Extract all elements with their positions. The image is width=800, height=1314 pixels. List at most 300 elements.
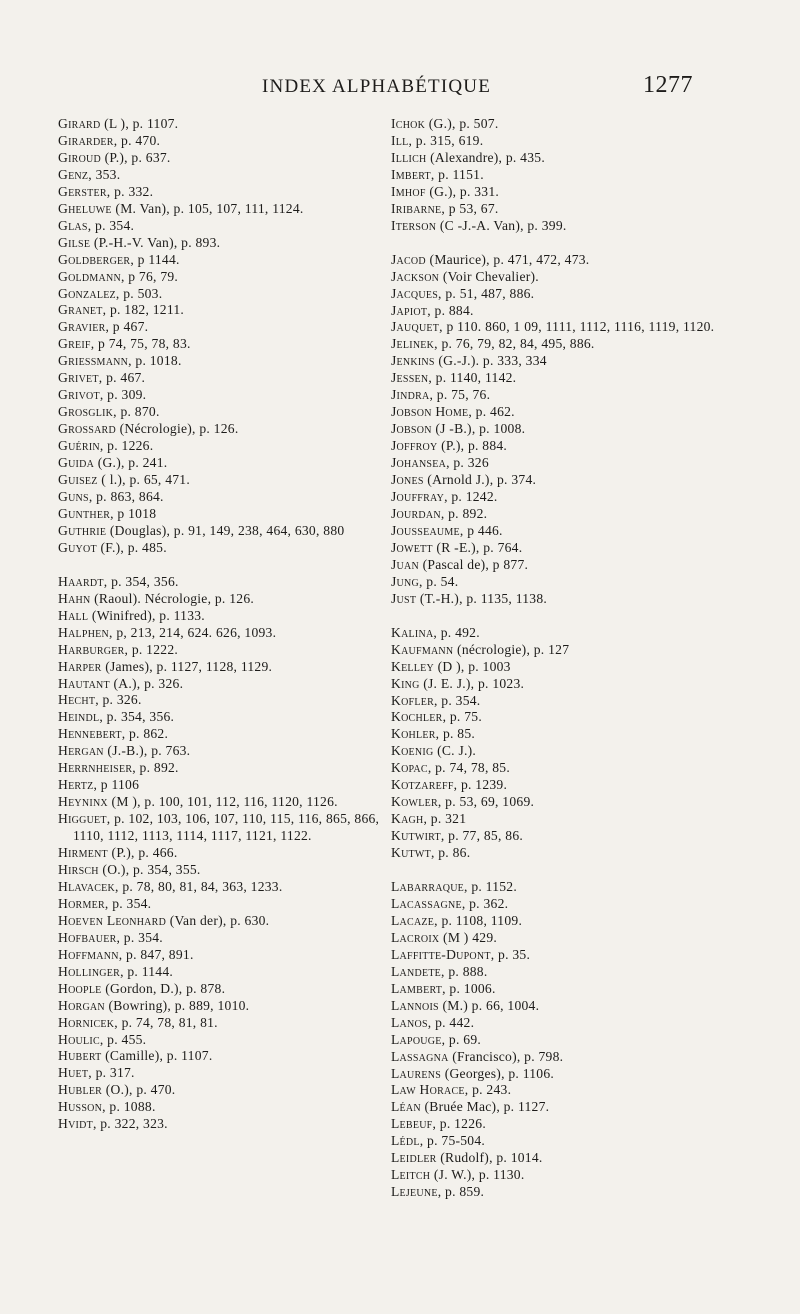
page-title: INDEX ALPHABÉTIQUE	[262, 76, 491, 97]
entry-references: , p. 86.	[430, 845, 471, 861]
entry-references: , p. 1226.	[99, 438, 154, 454]
index-entry	[391, 167, 731, 184]
entry-references: (G.), p. 331.	[425, 183, 500, 199]
entry-references: (M.) p. 66, 1004.	[438, 997, 540, 1013]
index-entry	[58, 353, 384, 370]
entry-references: , p. 1242.	[444, 489, 498, 505]
entry-references: (M ) 429.	[439, 929, 498, 945]
index-entry	[391, 184, 731, 201]
entry-references: (C. J.).	[433, 743, 477, 759]
index-entry	[391, 913, 731, 930]
index-entry	[58, 1082, 384, 1099]
entry-name: Laffitte-Dupont	[391, 946, 491, 962]
entry-name: Juan	[391, 556, 419, 572]
entry-references: (G.-J.). p. 333, 334	[434, 353, 547, 369]
index-entry	[58, 184, 384, 201]
index-entry	[58, 218, 384, 235]
entry-name: Joffroy	[391, 438, 438, 454]
entry-name: Leidler	[391, 1150, 437, 1166]
index-entry	[391, 303, 731, 320]
entry-name: Labarraque	[391, 879, 465, 895]
entry-name: Jung	[391, 573, 419, 589]
entry-name: Lédl	[391, 1133, 420, 1149]
entry-references: (James), p. 1127, 1128, 1129.	[101, 658, 273, 674]
entry-name: Goldmann	[58, 268, 121, 284]
entry-name: Jowett	[391, 539, 433, 555]
entry-name: Kowler	[391, 794, 438, 810]
entry-references: , p. 1144.	[120, 963, 174, 979]
entry-name: Hennebert	[58, 726, 122, 742]
entry-name: Jouffray	[391, 489, 445, 505]
entry-name: Jobson	[391, 421, 432, 437]
index-entry	[391, 1066, 731, 1083]
entry-name: Imhof	[391, 183, 426, 199]
index-entry	[58, 438, 384, 455]
entry-name: Hofbauer	[58, 929, 117, 945]
index-entry	[391, 981, 731, 998]
index-entry	[391, 523, 731, 540]
index-entry	[391, 574, 731, 591]
index-entry	[58, 964, 384, 981]
entry-references: (Bruée Mac), p. 1127.	[420, 1099, 550, 1115]
entry-references: (J. E. J.), p. 1023.	[419, 675, 525, 691]
entry-references: , p. 69.	[441, 1031, 482, 1047]
entry-name: Iterson	[391, 217, 437, 233]
entry-references: , p. 492.	[433, 624, 480, 640]
index-entry	[391, 336, 731, 353]
entry-references: , p. 35.	[490, 946, 531, 962]
entry-references: , p. 354.	[434, 692, 481, 708]
entry-name: Grosglik	[58, 404, 114, 420]
index-entry	[58, 387, 384, 404]
entry-name: Jousseaume	[391, 522, 460, 538]
entry-references: , p. 467.	[98, 370, 146, 386]
entry-references: (Douglas), p. 91, 149, 238, 464, 630, 880	[106, 522, 345, 538]
index-entry	[58, 1116, 384, 1133]
entry-name: Jauquet	[391, 319, 440, 335]
entry-name: Hall	[58, 607, 89, 623]
entry-name: Kutwt	[391, 845, 431, 861]
entry-name: Hornicek	[58, 1014, 115, 1030]
entry-name: Lanos	[391, 1014, 428, 1030]
entry-references: , p. 870.	[113, 404, 160, 420]
index-entry	[391, 286, 731, 303]
index-entry	[58, 336, 384, 353]
entry-references: (G.), p. 507.	[425, 116, 499, 131]
index-entry	[391, 150, 731, 167]
entry-name: Griessmann	[58, 353, 129, 369]
index-entry	[58, 472, 384, 489]
entry-name: Gonzalez	[58, 285, 116, 301]
entry-name: Haardt	[58, 573, 104, 589]
entry-references: , p. 892.	[440, 505, 488, 521]
entry-references: , p 74, 75, 78, 83.	[90, 336, 191, 352]
entry-references: , p. 85.	[435, 726, 476, 742]
entry-name: Guida	[58, 455, 95, 471]
entry-references: (Alexandre), p. 435.	[426, 149, 545, 165]
entry-name: Lannois	[391, 997, 439, 1013]
entry-references: (O.), p. 354, 355.	[98, 861, 201, 877]
entry-references: (Maurice), p. 471, 472, 473.	[425, 251, 590, 267]
entry-references: (Van der), p. 630.	[166, 912, 270, 928]
entry-references: (O.), p. 470.	[102, 1082, 176, 1098]
entry-references: , p. 182, 1211.	[102, 302, 185, 318]
entry-name: Lacassagne	[391, 895, 462, 911]
index-entry	[391, 1116, 731, 1133]
entry-references: (P.), p. 637.	[100, 149, 171, 165]
entry-name: Goldberger	[58, 251, 131, 267]
entry-name: Lassagna	[391, 1048, 449, 1064]
index-entry	[58, 319, 384, 336]
index-entry	[391, 370, 731, 387]
index-entry	[58, 743, 384, 760]
index-entry	[391, 218, 731, 235]
index-entry	[391, 676, 731, 693]
index-entry	[58, 235, 384, 252]
index-entry	[391, 1049, 731, 1066]
index-entry	[58, 302, 384, 319]
entry-references: , p. 317.	[88, 1065, 135, 1081]
index-entry	[391, 726, 731, 743]
entry-references: , p. 243.	[464, 1082, 512, 1098]
index-entry	[391, 557, 731, 574]
entry-references: , p. 503.	[115, 285, 163, 301]
entry-name: Glas	[58, 217, 88, 233]
entry-name: Leitch	[391, 1167, 431, 1183]
entry-references: , p. 75, 76.	[429, 387, 491, 403]
entry-name: Kalina	[391, 624, 434, 640]
entry-name: Hormer	[58, 895, 105, 911]
entry-name: Hollinger	[58, 963, 121, 979]
entry-name: Lejeune	[391, 1184, 438, 1200]
entry-name: Harper	[58, 658, 102, 674]
entry-references: , p. 321	[423, 811, 467, 827]
index-entry	[391, 269, 731, 286]
index-entry	[391, 421, 731, 438]
entry-references: (J. W.), p. 1130.	[430, 1167, 525, 1183]
entry-references: , p. 315, 619.	[408, 132, 484, 148]
entry-references: , p. 354.	[87, 217, 135, 233]
entry-references: , p. 309.	[99, 387, 147, 403]
entry-references: , p. 75-504.	[419, 1133, 486, 1149]
index-entry	[58, 676, 384, 693]
index-entry	[391, 201, 731, 218]
entry-name: Jindra	[391, 387, 430, 403]
entry-name: Jelinek	[391, 336, 435, 352]
entry-references: , p. 1239.	[453, 777, 508, 793]
entry-references: , p. 863, 864.	[88, 488, 164, 504]
index-entry	[58, 659, 384, 676]
entry-references: (Gordon, D.), p. 878.	[101, 980, 226, 996]
entry-references: , p. 54.	[418, 573, 459, 589]
index-entry	[58, 981, 384, 998]
entry-name: Hergan	[58, 743, 104, 759]
entry-name: Gravier	[58, 319, 106, 335]
index-entry	[58, 201, 384, 218]
entry-references: , p. 1222.	[124, 641, 179, 657]
index-entry	[391, 133, 731, 150]
index-entry	[391, 642, 731, 659]
index-entry	[58, 523, 384, 540]
entry-references: , p. 442.	[427, 1014, 475, 1030]
entry-references: , p. 74, 78, 81, 81.	[114, 1014, 218, 1030]
entry-references: , p. 76, 79, 82, 84, 495, 886.	[434, 336, 595, 352]
index-entry	[58, 591, 384, 608]
entry-name: Jourdan	[391, 505, 441, 521]
entry-name: Heindl	[58, 709, 100, 725]
entry-name: Kaufmann	[391, 641, 454, 657]
index-entry	[391, 455, 731, 472]
index-entry	[391, 1150, 731, 1167]
index-entry	[391, 709, 731, 726]
entry-name: Jacod	[391, 251, 426, 267]
entry-name: Kopac	[391, 760, 428, 776]
index-entry	[58, 794, 384, 811]
entry-name: Japiot	[391, 302, 428, 318]
index-entry	[58, 947, 384, 964]
index-entry	[391, 1099, 731, 1116]
entry-references: , p. 1108, 1109.	[434, 912, 523, 928]
entry-name: Houlic	[58, 1031, 100, 1047]
index-entry	[58, 896, 384, 913]
entry-references: , p. 51, 487, 886.	[438, 285, 535, 301]
entry-name: Granet	[58, 302, 103, 318]
entry-name: Hirsch	[58, 861, 99, 877]
index-entry	[58, 709, 384, 726]
index-entry	[58, 1032, 384, 1049]
entry-name: Ill	[391, 132, 409, 148]
index-entry	[58, 845, 384, 862]
index-entry	[391, 693, 731, 710]
index-entry	[58, 421, 384, 438]
entry-name: Jobson Home	[391, 404, 469, 420]
entry-name: Jenkins	[391, 353, 435, 369]
entry-name: Genz	[58, 166, 89, 182]
entry-name: Hlavacek	[58, 878, 116, 894]
entry-name: Guyot	[58, 539, 97, 555]
index-entry	[58, 879, 384, 896]
entry-name: Girard	[58, 116, 101, 131]
entry-name: Kotzareff	[391, 777, 454, 793]
entry-references: , p. 326.	[95, 692, 142, 708]
entry-references: (M. Van), p. 105, 107, 111, 1124.	[111, 200, 304, 216]
entry-references: (R -E.), p. 764.	[432, 539, 523, 555]
index-entry	[58, 574, 384, 591]
index-entry	[391, 1082, 731, 1099]
index-entry	[58, 116, 384, 133]
entry-name: Just	[391, 590, 417, 606]
index-entry	[391, 489, 731, 506]
index-entry	[58, 506, 384, 523]
index-entry	[391, 1133, 731, 1150]
index-entry	[391, 404, 731, 421]
index-entry	[391, 319, 731, 336]
index-entry	[58, 777, 384, 794]
page-number: 1277	[643, 72, 693, 98]
entry-references: , p. 859.	[437, 1184, 485, 1200]
index-entry	[391, 811, 731, 828]
entry-name: Harburger	[58, 641, 125, 657]
entry-references: , p. 1018.	[128, 353, 182, 369]
index-entry	[58, 692, 384, 709]
index-entry	[58, 370, 384, 387]
index-entry	[58, 1015, 384, 1032]
entry-name: Ichok	[391, 116, 426, 131]
index-entry	[391, 998, 731, 1015]
entry-name: Léan	[391, 1099, 421, 1115]
index-entry	[58, 913, 384, 930]
entry-references: (Rudolf), p. 1014.	[436, 1150, 543, 1166]
index-entry	[391, 845, 731, 862]
index-entry	[391, 472, 731, 489]
index-entry	[58, 1099, 384, 1116]
entry-references: , p. 1140, 1142.	[428, 370, 517, 386]
entry-references: , p. 78, 80, 81, 84, 363, 1233.	[115, 878, 283, 894]
entry-references: , p. 362.	[461, 895, 509, 911]
entry-references: , p. 354.	[104, 895, 152, 911]
entry-references: (J -B.), p. 1008.	[431, 421, 526, 437]
index-entry	[58, 642, 384, 659]
entry-references: , p. 1088.	[102, 1099, 156, 1115]
entry-name: King	[391, 675, 420, 691]
entry-references: , p. 847, 891.	[118, 946, 194, 962]
entry-references: , p. 354, 356.	[103, 573, 179, 589]
entry-references: , p. 354.	[116, 929, 163, 945]
index-entry	[58, 625, 384, 642]
entry-name: Halphen	[58, 624, 110, 640]
entry-references: , p. 102, 103, 106, 107, 110, 115, 116, 865, 866, 1110, 1112, 1113, 1114, 1117, 1121, 1122.	[73, 811, 380, 844]
entry-references: , p. 326	[446, 455, 489, 471]
entry-references: (Bowring), p. 889, 1010.	[104, 997, 250, 1013]
entry-references: , p. 1152.	[464, 879, 518, 895]
entry-references: (D ), p. 1003	[433, 658, 511, 674]
entry-references: (Raoul). Nécrologie, p. 126.	[90, 590, 255, 606]
index-entry	[391, 1167, 731, 1184]
entry-name: Giroud	[58, 149, 101, 165]
index-entry	[391, 116, 731, 133]
index-entry	[391, 930, 731, 947]
entry-name: Lapouge	[391, 1031, 442, 1047]
entry-name: Jackson	[391, 268, 440, 284]
entry-name: Laurens	[391, 1065, 442, 1081]
index-entry	[58, 811, 384, 845]
entry-name: Hirment	[58, 845, 108, 861]
index-entry	[391, 760, 731, 777]
entry-name: Hoffmann	[58, 946, 119, 962]
index-entry	[58, 167, 384, 184]
index-entry	[391, 438, 731, 455]
entry-references: (P.), p. 884.	[437, 438, 508, 454]
index-entry	[391, 659, 731, 676]
entry-name: Hubert	[58, 1048, 102, 1064]
entry-references: , p 1106	[93, 777, 140, 793]
entry-name: Kagh	[391, 811, 424, 827]
entry-name: Greif	[58, 336, 91, 352]
entry-references: , p. 1006.	[442, 980, 496, 996]
index-entry	[391, 540, 731, 557]
entry-name: Gerster	[58, 183, 107, 199]
index-entry	[58, 1065, 384, 1082]
index-entry	[391, 964, 731, 981]
entry-name: Hahn	[58, 590, 91, 606]
index-entry	[58, 862, 384, 879]
entry-name: Grivot	[58, 387, 100, 403]
entry-name: Iribarne	[391, 200, 442, 216]
entry-name: Horgan	[58, 997, 105, 1013]
entry-references: , p. 75.	[442, 709, 482, 725]
entry-references: , p 110. 860, 1 09, 1111, 1112, 1116, 1119, 1120.	[439, 319, 715, 335]
entry-name: Girarder	[58, 132, 114, 148]
entry-name: Hoeven Leonhard	[58, 912, 167, 928]
index-entry	[58, 455, 384, 472]
entry-references: (Georges), p. 1106.	[441, 1065, 555, 1081]
entry-references: , p. 888.	[441, 963, 488, 979]
entry-name: Law Horace	[391, 1082, 465, 1098]
index-entry	[391, 1032, 731, 1049]
entry-name: Guérin	[58, 438, 100, 454]
index-entry	[58, 540, 384, 557]
index-entry	[58, 489, 384, 506]
entry-references: (Francisco), p. 798.	[448, 1048, 564, 1064]
entry-name: Kohler	[391, 726, 436, 742]
entry-references: , p. 892.	[132, 760, 179, 776]
entry-references: (P.-H.-V. Van), p. 893.	[90, 234, 221, 250]
entry-references: , p 76, 79.	[120, 268, 179, 284]
index-entry	[391, 625, 731, 642]
index-entry	[391, 1015, 731, 1032]
entry-name: Kochler	[391, 709, 443, 725]
entry-name: Hertz	[58, 777, 94, 793]
entry-references: (Nécrologie), p. 126.	[115, 421, 239, 437]
entry-references: (P.), p. 466.	[107, 845, 178, 861]
entry-references: , p 1144.	[130, 251, 180, 267]
entry-name: Hvidt	[58, 1116, 93, 1132]
entry-references: , p. 1151.	[430, 166, 484, 182]
entry-name: Hoople	[58, 980, 102, 996]
entry-references: , p. 462.	[468, 404, 515, 420]
index-entry	[58, 930, 384, 947]
entry-name: Jones	[391, 472, 424, 488]
entry-references: , p. 455.	[99, 1031, 147, 1047]
entry-name: Johansea	[391, 455, 447, 471]
entry-name: Hautant	[58, 675, 110, 691]
entry-name: Kofler	[391, 692, 434, 708]
entry-references: (A.), p. 326.	[109, 675, 184, 691]
entry-references: , p. 884.	[427, 302, 474, 318]
index-entry	[58, 726, 384, 743]
entry-references: (nécrologie), p. 127	[453, 641, 570, 657]
index-entry	[391, 353, 731, 370]
entry-name: Imbert	[391, 166, 431, 182]
entry-name: Gunther	[58, 505, 111, 521]
index-entry	[58, 252, 384, 269]
entry-name: Hecht	[58, 692, 96, 708]
index-entry	[58, 404, 384, 421]
entry-references: , p 446.	[459, 522, 503, 538]
entry-references: , p 53, 67.	[441, 200, 499, 216]
entry-name: Hubler	[58, 1082, 103, 1098]
entry-references: (Winifred), p. 1133.	[88, 607, 205, 623]
entry-references: (F.), p. 485.	[96, 539, 167, 555]
entry-name: Koenig	[391, 743, 434, 759]
index-entry	[391, 896, 731, 913]
index-entry	[58, 998, 384, 1015]
index-entry	[58, 608, 384, 625]
entry-references: (Pascal de), p 877.	[418, 556, 529, 572]
entry-name: Jacques	[391, 285, 439, 301]
entry-references: , p. 470.	[113, 132, 161, 148]
entry-references: , 353.	[88, 166, 121, 182]
